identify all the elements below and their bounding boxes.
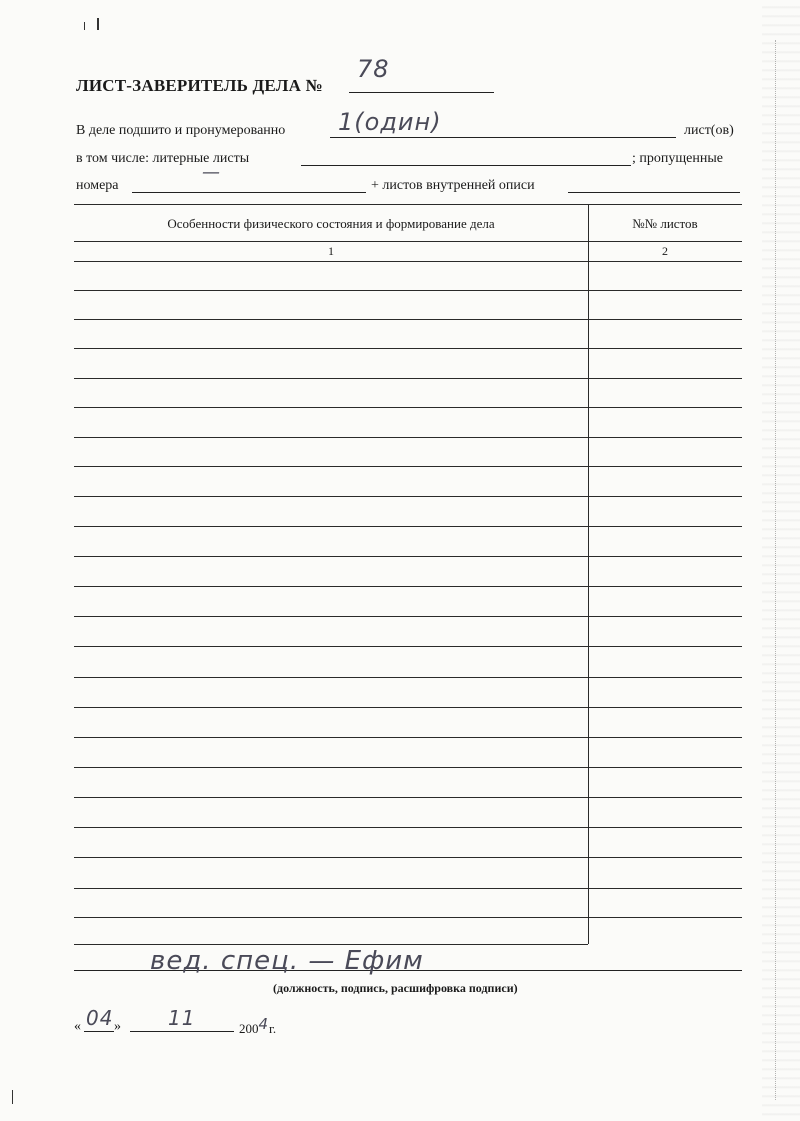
signature-field[interactable] bbox=[74, 946, 742, 976]
scan-edge-line bbox=[775, 40, 776, 1100]
sheets-count-label: В деле подшито и пронумерованно bbox=[76, 123, 286, 138]
skipped-label: ; пропущенные bbox=[632, 151, 723, 166]
table-column-divider bbox=[588, 204, 589, 944]
col1-number: 1 bbox=[328, 244, 334, 258]
sheets-count-handwritten: 1(один) bbox=[338, 108, 442, 136]
table-row[interactable] bbox=[74, 319, 742, 320]
table-row[interactable] bbox=[74, 261, 742, 262]
date-year bbox=[239, 1015, 277, 1037]
table-row[interactable] bbox=[74, 496, 742, 497]
literal-sheets-label: в том числе: литерные листы bbox=[76, 151, 250, 166]
table-row[interactable] bbox=[74, 917, 742, 918]
table-row[interactable] bbox=[74, 888, 742, 889]
date-open-quote: « bbox=[74, 1019, 81, 1034]
table-row[interactable] bbox=[74, 556, 742, 557]
date-year-handwritten[interactable]: 4 bbox=[258, 1015, 270, 1033]
case-number-handwritten: 78 bbox=[357, 55, 390, 83]
sheets-suffix-label: лист(ов) bbox=[684, 123, 734, 138]
table-row[interactable] bbox=[74, 767, 742, 768]
table-row[interactable] bbox=[74, 348, 742, 349]
scan-edge-artifact bbox=[762, 0, 800, 1121]
numbers-label: номера bbox=[76, 178, 119, 193]
punch-mark bbox=[97, 18, 99, 30]
skipped-numbers-field[interactable] bbox=[132, 162, 366, 193]
table-top-border bbox=[74, 204, 742, 205]
skipped-numbers-handwritten: — bbox=[202, 162, 221, 183]
col2-number: 2 bbox=[662, 244, 668, 258]
table-row[interactable] bbox=[74, 616, 742, 617]
inner-inventory-label: + листов внутренней описи bbox=[371, 178, 535, 193]
date-day-field[interactable] bbox=[84, 1006, 114, 1032]
literal-sheets-field[interactable] bbox=[301, 149, 631, 166]
table-row[interactable] bbox=[74, 526, 742, 527]
table-row[interactable] bbox=[74, 378, 742, 379]
inner-inventory-field[interactable] bbox=[568, 176, 740, 193]
document-title: ЛИСТ-ЗАВЕРИТЕЛЬ ДЕЛА № bbox=[76, 76, 323, 95]
table-row[interactable] bbox=[74, 737, 742, 738]
date-month-handwritten: 11 bbox=[168, 1006, 196, 1030]
table-row[interactable] bbox=[74, 707, 742, 708]
date-day-handwritten: 04 bbox=[86, 1006, 114, 1030]
table-row[interactable] bbox=[74, 407, 742, 408]
table-row[interactable] bbox=[74, 466, 742, 467]
case-number-field[interactable] bbox=[349, 55, 494, 93]
table-row[interactable] bbox=[74, 646, 742, 647]
date-year-prefix: 200 bbox=[239, 1021, 259, 1036]
table-row[interactable] bbox=[74, 677, 742, 678]
table-row[interactable] bbox=[74, 290, 742, 291]
date-month-field[interactable] bbox=[130, 1006, 234, 1032]
table-row[interactable] bbox=[74, 797, 742, 798]
header-divider bbox=[74, 241, 742, 242]
signature-handwritten: вед. спец. — Ефим bbox=[150, 946, 424, 976]
date-year-suffix: г. bbox=[269, 1021, 277, 1036]
table-row[interactable] bbox=[74, 857, 742, 858]
signature-caption: (должность, подпись, расшифровка подписи) bbox=[273, 981, 518, 995]
table-row[interactable] bbox=[74, 437, 742, 438]
sheets-count-field[interactable] bbox=[330, 108, 676, 138]
col2-header: №№ листов bbox=[632, 216, 698, 231]
punch-mark bbox=[84, 22, 85, 30]
punch-mark bbox=[12, 1090, 13, 1104]
table-bottom-border bbox=[74, 944, 588, 945]
table-row[interactable] bbox=[74, 586, 742, 587]
date-close-quote: » bbox=[114, 1019, 121, 1034]
table-row[interactable] bbox=[74, 827, 742, 828]
col1-header: Особенности физического состояния и формирование дела bbox=[167, 216, 495, 231]
